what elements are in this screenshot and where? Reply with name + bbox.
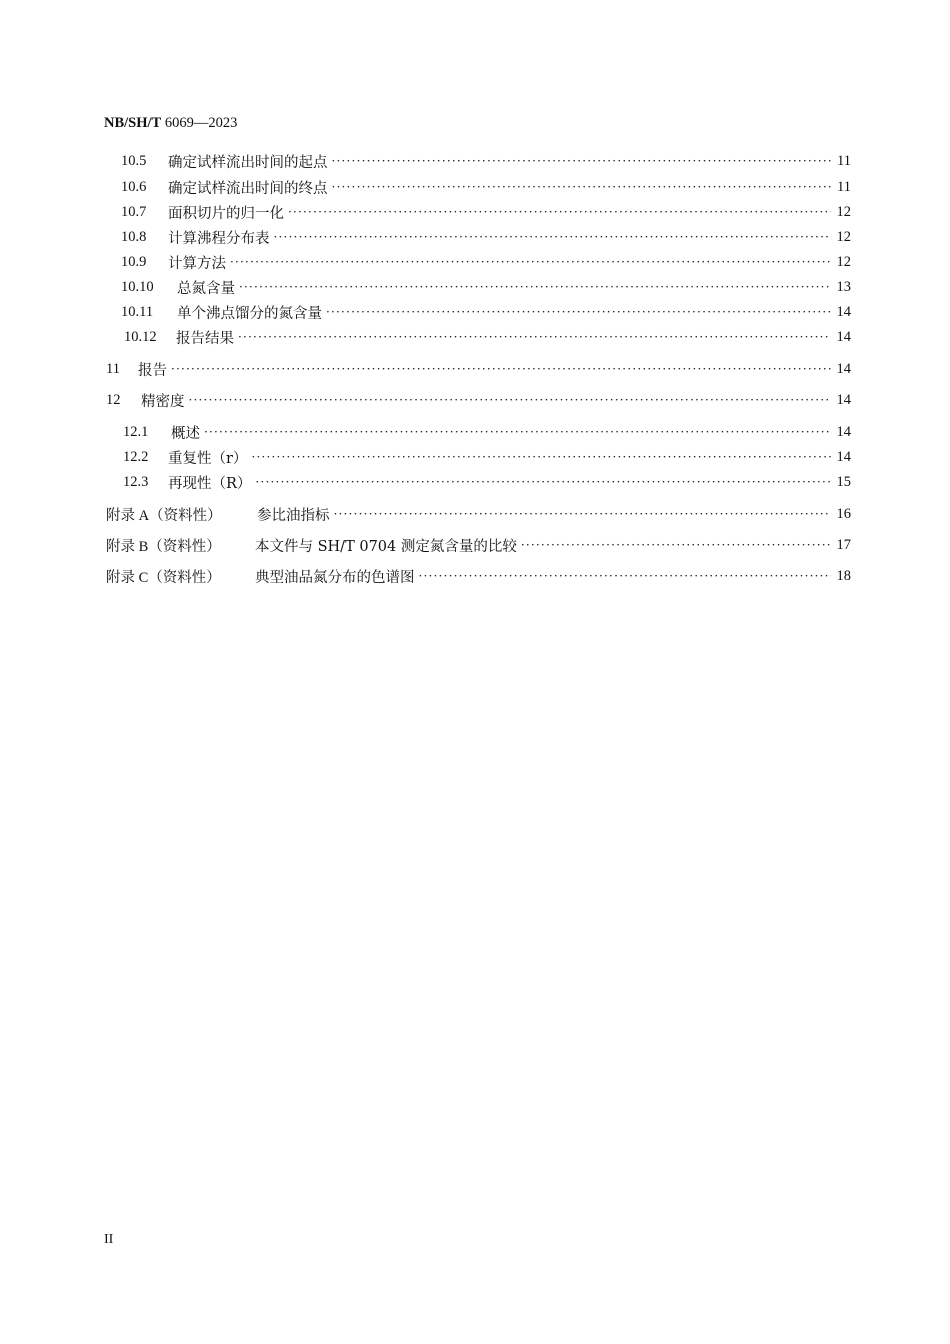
toc-leader-dots <box>230 252 831 272</box>
toc-entry-number: 10.10 <box>121 278 154 295</box>
toc-entry-title: 重复性（r） <box>168 450 248 467</box>
toc-entry-number: 12.2 <box>123 448 149 465</box>
toc-entry-number: 12.1 <box>123 423 149 440</box>
toc-entry-11[interactable] <box>106 359 851 379</box>
toc-entry-10-11[interactable] <box>121 302 851 322</box>
toc-leader-dots <box>334 504 832 524</box>
document-header <box>104 115 237 132</box>
toc-entry-10-6[interactable] <box>121 177 851 197</box>
toc-entry-12-2[interactable] <box>123 447 851 467</box>
toc-entry-title: 报告 <box>138 362 167 379</box>
toc-entry-number: 附录 C（资料性） <box>106 569 221 586</box>
toc-leader-dots <box>204 422 831 442</box>
toc-entry-10-8[interactable] <box>121 227 851 247</box>
toc-entry-title: 典型油品氮分布的色谱图 <box>255 569 415 586</box>
toc-entry-appendix-b[interactable] <box>106 535 851 555</box>
toc-entry-number: 10.12 <box>124 328 157 345</box>
toc-leader-dots <box>171 359 831 379</box>
toc-entry-title: 精密度 <box>141 393 185 410</box>
toc-entry-title: 参比油指标 <box>257 507 330 524</box>
toc-entry-10-10[interactable] <box>121 277 851 297</box>
toc-entry-page: 14 <box>836 423 851 440</box>
toc-leader-dots <box>255 472 831 492</box>
toc-entry-page: 16 <box>836 505 851 522</box>
toc-entry-page: 14 <box>836 328 851 345</box>
toc-entry-page: 14 <box>836 303 851 320</box>
toc-leader-dots <box>189 390 832 410</box>
toc-entry-number: 10.6 <box>121 178 147 195</box>
toc-entry-number: 附录 A（资料性） <box>106 507 222 524</box>
toc-entry-page: 14 <box>836 391 851 408</box>
toc-entry-number: 10.11 <box>121 303 154 320</box>
toc-entry-page: 18 <box>836 567 851 584</box>
toc-leader-dots <box>419 566 832 586</box>
toc-entry-page: 12 <box>836 228 851 245</box>
standard-number: 6069—2023 <box>164 115 238 131</box>
toc-leader-dots <box>238 327 831 347</box>
toc-leader-dots <box>521 535 831 555</box>
toc-entry-12-3[interactable] <box>123 472 851 492</box>
toc-entry-page: 11 <box>837 178 851 195</box>
page-number: II <box>104 1232 114 1247</box>
toc-entry-title: 确定试样流出时间的起点 <box>168 154 328 171</box>
toc-entry-10-7[interactable] <box>121 202 851 222</box>
toc-entry-10-12[interactable] <box>124 327 851 347</box>
toc-entry-number: 10.8 <box>121 228 147 245</box>
toc-entry-page: 11 <box>837 152 851 169</box>
standard-code: NB/SH/T <box>104 115 162 131</box>
toc-leader-dots <box>274 227 832 247</box>
toc-entry-12-1[interactable] <box>123 422 851 442</box>
toc-entry-title: 确定试样流出时间的终点 <box>168 180 328 197</box>
toc-leader-dots <box>332 177 832 197</box>
toc-entry-title: 计算沸程分布表 <box>168 230 270 247</box>
toc-entry-number: 12.3 <box>123 473 149 490</box>
toc-entry-title: 概述 <box>171 425 200 442</box>
toc-entry-page: 12 <box>836 203 851 220</box>
toc-entry-number: 10.9 <box>121 253 147 270</box>
toc-entry-page: 15 <box>836 473 851 490</box>
toc-entry-appendix-a[interactable] <box>106 504 851 524</box>
toc-entry-title: 总氮含量 <box>177 280 235 297</box>
toc-leader-dots <box>332 151 832 171</box>
toc-entry-page: 13 <box>836 278 851 295</box>
toc-entry-10-9[interactable] <box>121 252 851 272</box>
toc-entry-title: 面积切片的归一化 <box>168 205 284 222</box>
toc-entry-10-5[interactable] <box>121 151 851 171</box>
toc-entry-title: 计算方法 <box>168 255 226 272</box>
toc-entry-title: 本文件与 SH/T 0704 测定氮含量的比较 <box>255 538 517 555</box>
toc-leader-dots <box>239 277 831 297</box>
toc-entry-appendix-c[interactable] <box>106 566 851 586</box>
toc-entry-page: 12 <box>836 253 851 270</box>
toc-entry-page: 14 <box>836 360 851 377</box>
toc-leader-dots <box>251 447 831 467</box>
toc-entry-number: 10.5 <box>121 152 147 169</box>
toc-entry-number: 附录 B（资料性） <box>106 538 221 555</box>
toc-entry-12[interactable] <box>106 390 851 410</box>
toc-leader-dots <box>326 302 831 322</box>
toc-entry-title: 报告结果 <box>176 330 234 347</box>
toc-entry-number: 12 <box>106 391 121 408</box>
toc-entry-page: 14 <box>836 448 851 465</box>
toc-leader-dots <box>288 202 831 222</box>
toc-entry-number: 11 <box>106 360 120 377</box>
toc-entry-title: 单个沸点馏分的氮含量 <box>177 305 322 322</box>
toc-entry-title: 再现性（R） <box>168 475 252 492</box>
toc-entry-page: 17 <box>836 536 851 553</box>
toc-entry-number: 10.7 <box>121 203 147 220</box>
